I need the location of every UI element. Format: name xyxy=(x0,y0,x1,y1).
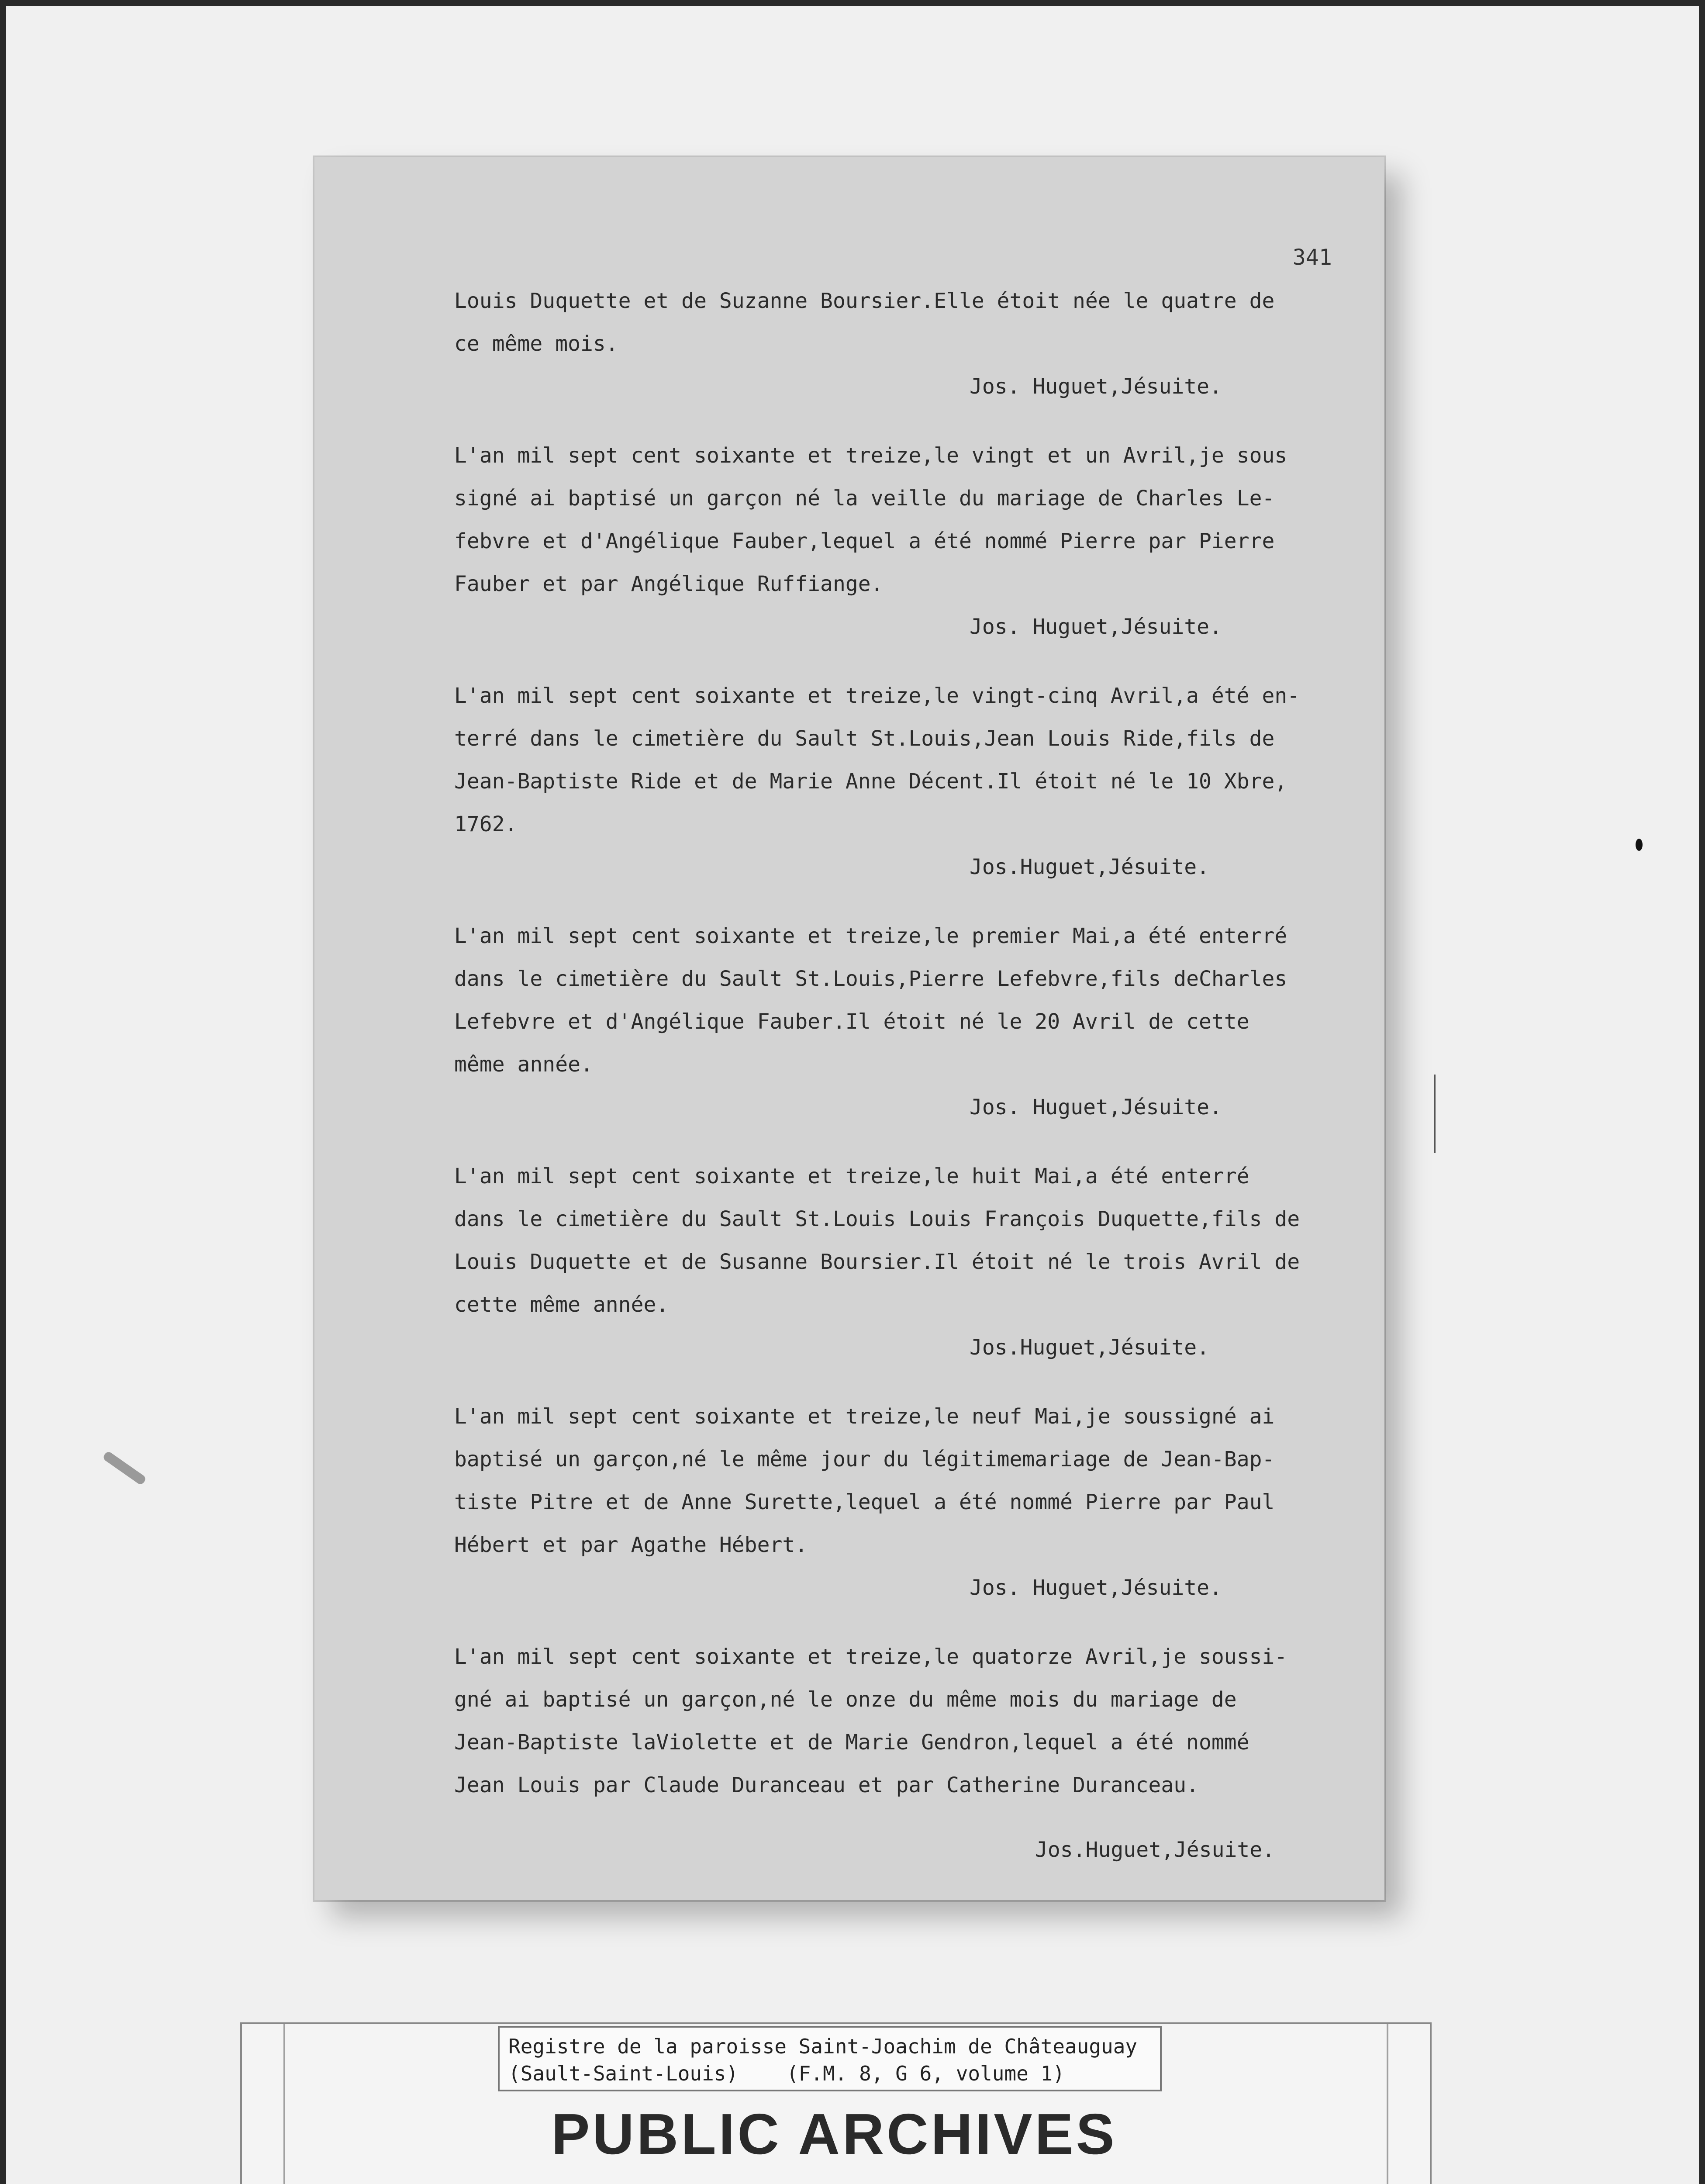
text-line: febvre et d'Angélique Fauber,lequel a été nommé Pierre par Pierre xyxy=(454,529,1275,553)
signature: Jos. Huguet,Jésuite. xyxy=(970,1576,1222,1600)
text-line: signé ai baptisé un garçon né la veille du mariage de Charles Le- xyxy=(454,486,1275,511)
citation-line-2: (Sault-Saint-Louis) (F.M. 8, G 6, volume 1) xyxy=(508,2062,1065,2085)
citation-line-1: Registre de la paroisse Saint-Joachim de Châteauguay xyxy=(508,2035,1138,2058)
text-line: dans le cimetière du Sault St.Louis,Pierre Lefebvre,fils deCharles xyxy=(454,967,1287,991)
text-line: gné ai baptisé un garçon,né le onze du même mois du mariage de xyxy=(454,1687,1237,1712)
text-line: Jean-Baptiste Ride et de Marie Anne Décent.Il étoit né le 10 Xbre, xyxy=(454,769,1287,794)
text-line: Fauber et par Angélique Ruffiange. xyxy=(454,572,884,596)
text-line: terré dans le cimetière du Sault St.Louis,Jean Louis Ride,fils de xyxy=(454,726,1275,751)
text-line: Louis Duquette et de Susanne Boursier.Il étoit né le trois Avril de xyxy=(454,1250,1300,1274)
signature: Jos. Huguet,Jésuite. xyxy=(970,1095,1222,1120)
text-line: L'an mil sept cent soixante et treize,le huit Mai,a été enterré xyxy=(454,1164,1249,1189)
signature: Jos. Huguet,Jésuite. xyxy=(970,374,1222,399)
text-line: Lefebvre et d'Angélique Fauber.Il étoit né le 20 Avril de cette xyxy=(454,1009,1249,1034)
text-line: même année. xyxy=(454,1052,593,1077)
text-line: Louis Duquette et de Suzanne Boursier.Elle étoit née le quatre de xyxy=(454,289,1275,313)
text-line: 1762. xyxy=(454,812,518,836)
text-line: Hébert et par Agathe Hébert. xyxy=(454,1533,808,1557)
text-line: L'an mil sept cent soixante et treize,le neuf Mai,je soussigné ai xyxy=(454,1404,1275,1429)
page-number: 341 xyxy=(1292,245,1332,270)
text-line: baptisé un garçon,né le même jour du légitimemariage de Jean-Bap- xyxy=(454,1447,1275,1472)
text-line: Jean-Baptiste laViolette et de Marie Gendron,lequel a été nommé xyxy=(454,1730,1249,1755)
text-line: L'an mil sept cent soixante et treize,le quatorze Avril,je soussi- xyxy=(454,1645,1287,1669)
signature: Jos.Huguet,Jésuite. xyxy=(970,855,1210,879)
text-line: L'an mil sept cent soixante et treize,le vingt et un Avril,je sous xyxy=(454,443,1287,468)
register-page xyxy=(314,157,1384,1900)
signature: Jos.Huguet,Jésuite. xyxy=(970,1335,1210,1360)
text-line: tiste Pitre et de Anne Surette,lequel a été nommé Pierre par Paul xyxy=(454,1490,1275,1514)
scan-dust-spot xyxy=(1636,839,1643,851)
scan-mark xyxy=(1434,1075,1436,1153)
text-line: Jean Louis par Claude Duranceau et par Catherine Duranceau. xyxy=(454,1773,1199,1797)
archive-title-en: PUBLIC ARCHIVES xyxy=(551,2102,1117,2166)
citation-label xyxy=(498,2026,1162,2091)
scan-smudge xyxy=(102,1450,147,1486)
text-line: ce même mois. xyxy=(454,332,618,356)
signature: Jos.Huguet,Jésuite. xyxy=(1035,1838,1275,1862)
signature: Jos. Huguet,Jésuite. xyxy=(970,615,1222,639)
text-line: dans le cimetière du Sault St.Louis Louis François Duquette,fils de xyxy=(454,1207,1300,1231)
register-text xyxy=(454,280,1323,1871)
text-line: L'an mil sept cent soixante et treize,le premier Mai,a été enterré xyxy=(454,924,1287,948)
text-line: L'an mil sept cent soixante et treize,le vingt-cinq Avril,a été en- xyxy=(454,684,1300,708)
text-line: cette même année. xyxy=(454,1292,669,1317)
